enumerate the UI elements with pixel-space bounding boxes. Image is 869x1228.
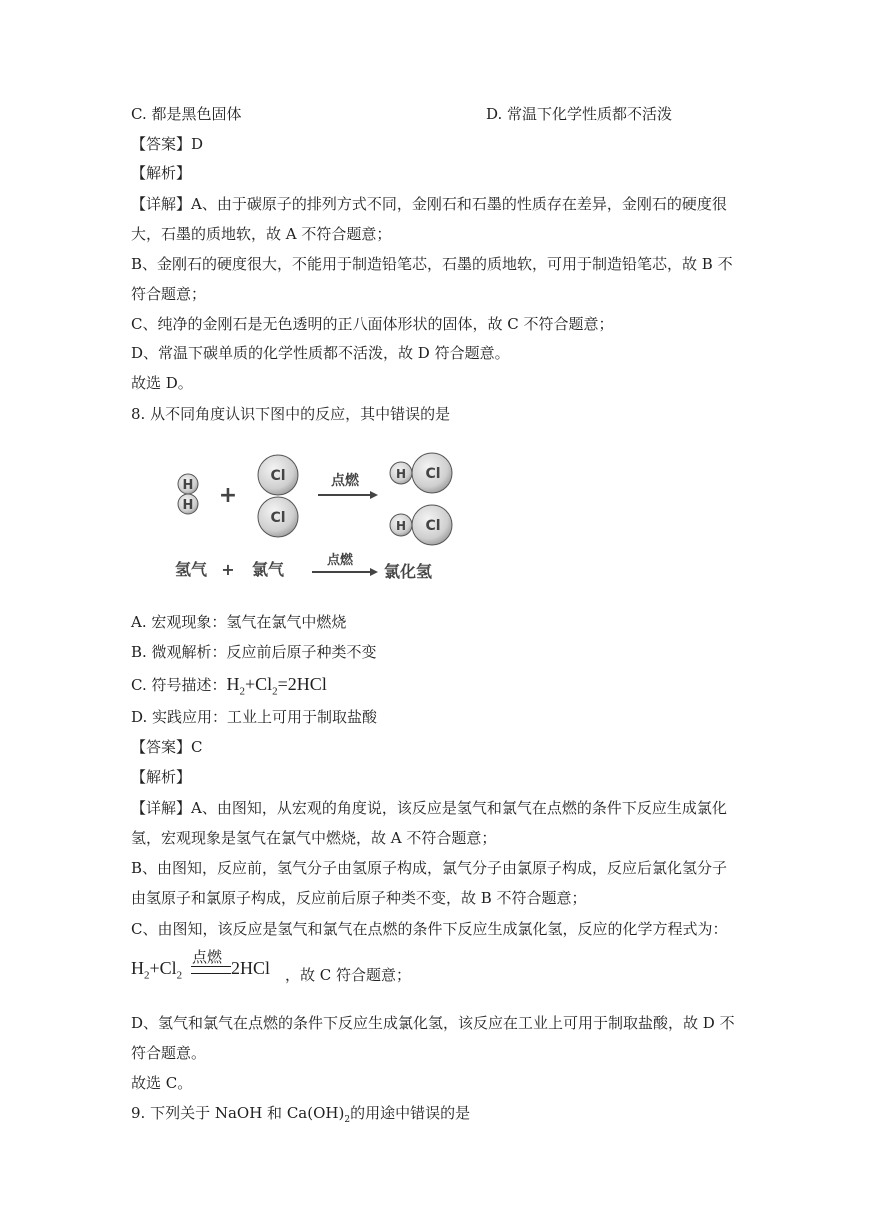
reaction-diagram (170, 440, 470, 590)
word-product: 氯化氢 (384, 562, 433, 581)
q7-detail-line: B、金刚石的硬度很大，不能用于制造铅笔芯，石墨的质地软，可用于制造铅笔芯，故 B 不 (131, 255, 733, 273)
q8-detail-line: 【详解】A、由图知，从宏观的角度说，该反应是氢气和氯气在点燃的条件下反应生成氯化 (131, 799, 727, 817)
q8-answer: 【答案】C (131, 738, 203, 756)
atom-h-label: H (395, 467, 407, 481)
q7-detail-line: 大，石墨的质地软，故 A 不符合题意； (131, 225, 392, 243)
q7-detail-line: C、纯净的金刚石是无色透明的正八面体形状的固体，故 C 不符合题意； (131, 315, 614, 333)
q8-detail-line: 故选 C。 (131, 1074, 193, 1092)
q7-option-c: C. 都是黑色固体 (131, 105, 242, 123)
condition-label: 点燃 (331, 473, 359, 489)
atom-cl-label: Cl (425, 466, 441, 482)
q8-option-b: B. 微观解析：反应前后原子种类不变 (131, 643, 377, 661)
equation-with-condition: $H_2+Cl_2$ 点燃 2HCl (131, 948, 271, 982)
q7-answer: 【答案】D (131, 135, 204, 153)
q8-option-c (131, 673, 327, 703)
q8-detail-line: B、由图知，反应前，氢气分子由氢原子构成，氯气分子由氯原子构成，反应后氯化氢分子 (131, 859, 728, 877)
q7-detail-line: 符合题意； (131, 285, 207, 303)
atom-cl-label: Cl (425, 518, 441, 534)
plus-sign: + (218, 483, 238, 508)
q9-stem: 9. 下列关于 NaOH 和 $Ca(OH)_2$的用途中错误的是 (131, 1104, 471, 1125)
equals-bars (191, 966, 231, 974)
q8-option-c-prefix: C. 符号描述： (131, 676, 227, 694)
q8-detail-line: C、由图知，该反应是氢气和氯气在点燃的条件下反应生成氯化氢，反应的化学方程式为： (131, 920, 728, 938)
q7-analysis-head: 【解析】 (131, 164, 192, 182)
q8-option-d: D. 实践应用：工业上可用于制取盐酸 (131, 708, 378, 726)
q7-detail-line: 【详解】A、由于碳原子的排列方式不同，金刚石和石墨的性质存在差异，金刚石的硬度很 (131, 195, 727, 213)
atom-h-label: H (395, 519, 407, 533)
atom-cl-label: Cl (270, 510, 286, 526)
atom-cl-label: Cl (270, 468, 286, 484)
q8-detail-line: 符合题意。 (131, 1044, 207, 1062)
q8-detail-line: 氢，宏观现象是氢气在氯气中燃烧，故 A 不符合题意； (131, 829, 497, 847)
q8-detail-line: 由氢原子和氯原子构成，反应前后原子种类不变，故 B 不符合题意； (131, 889, 587, 907)
q7-detail-line: 故选 D。 (131, 374, 193, 392)
word-reactant-2: 氯气 (252, 560, 285, 579)
q7-option-d: D. 常温下化学性质都不活泼 (486, 105, 673, 123)
q8-analysis-head: 【解析】 (131, 768, 192, 786)
equation-symbolic: $H_2+Cl_2=2HCl$ (226, 674, 327, 698)
condition-label: 点燃 (326, 553, 354, 568)
atom-h-label: H (182, 478, 194, 493)
q8-stem: 8. 从不同角度认识下图中的反应，其中错误的是 (131, 405, 451, 423)
reaction-condition: 点燃 (192, 948, 223, 966)
q8-detail-line: D、氢气和氯气在点燃的条件下反应生成氯化氢，该反应在工业上可用于制取盐酸，故 D 不 (131, 1014, 735, 1032)
q7-detail-line: D、常温下碳单质的化学性质都不活泼，故 D 符合题意。 (131, 344, 510, 362)
q8-option-a: A. 宏观现象：氢气在氯气中燃烧 (131, 613, 347, 631)
word-reactant-1: 氢气 (175, 560, 208, 579)
plus-sign: + (221, 560, 235, 579)
q8-cond-eq-tail: ，故 C 符合题意； (285, 966, 412, 984)
atom-h-label: H (182, 498, 194, 513)
